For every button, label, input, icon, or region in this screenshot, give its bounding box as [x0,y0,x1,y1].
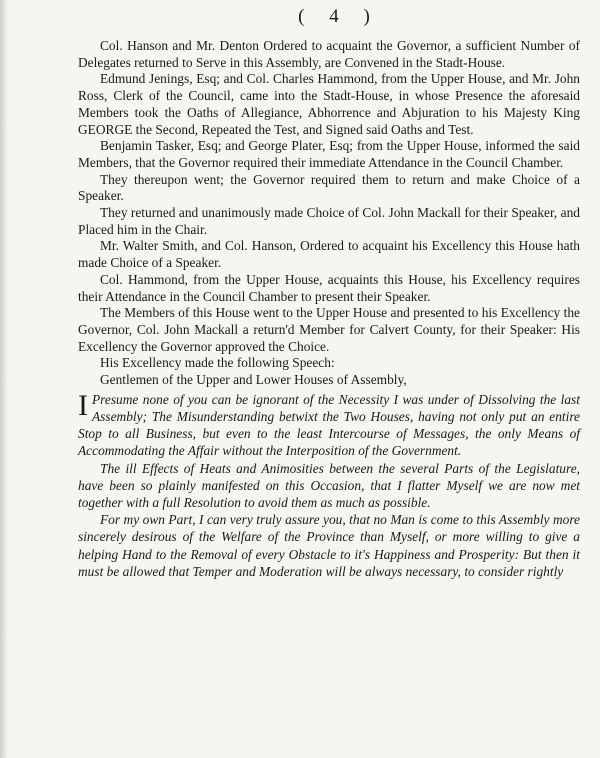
speech-body [78,388,580,580]
paragraph-2: Edmund Jenings, Esq; and Col. Charles Hammond, from the Upper House, and Mr. John Ross, Clerk of the Council, came into the Stadt-House, in whose Presence the aforesaid Members took the Oaths of Allegiance, Abhorrence and Abjuration to his Majesty King GEORGE the Second, Repeated the Test, and Signed said Oaths and Test. [78,71,580,137]
speech-dropcap: I [78,388,88,422]
paragraph-5: They returned and unanimously made Choice of Col. John Mackall for their Speaker, and Placed him in the Chair. [78,205,580,237]
paragraph-3: Benjamin Tasker, Esq; and George Plater, Esq; from the Upper House, informed the said Members, that the Governor required their immediate Attendance in the Council Chamber. [78,138,580,170]
speech-paragraph-1 [78,388,580,460]
speech-paragraph-3: For my own Part, I can very truly assure you, that no Man is come to this Assembly more sincerely desirous of the Welfare of the Province than Myself, or more willing to give a helping Hand to the Removal of every Obstacle to it's Happiness and Prosperity: But then it must be allowed that Temper and Moderation will be always necessary, to consider rightly [78,512,580,579]
paragraph-7: Col. Hammond, from the Upper House, acquaints this House, his Excellency requires their Attendance in the Council Chamber to present their Speaker. [78,271,580,304]
speech-paragraph-1-text: Presume none of you can be ignorant of the Necessity I was under of Dissolving the last Assembly; The Misunderstanding betwixt the Two Houses, having not only put an entire Stop to all Business, but even to the least Intercourse of Messages, the only Means of Accommodating the Affair without the Interposition of the Government. [78,391,580,459]
speech-intro: His Excellency made the following Speech: [100,355,335,371]
speech-paragraph-2: The ill Effects of Heats and Animosities between the several Parts of the Legislature, have been so plainly manifested on this Occasion, that I flatter Myself we are now met together with a full Resolution to avoid them as much as possible. [78,460,580,510]
page-gutter-shadow [0,0,8,758]
paragraph-8: The Members of this House went to the Upper House and presented to his Excellency the Governor, Col. John Mackall a return'd Member for Calvert County, for their Speaker: His Excellency the Governor approved the Choice. [78,305,580,354]
paragraph-6: Mr. Walter Smith, and Col. Hanson, Ordered to acquaint his Excellency this House hath made Choice of a Speaker. [78,238,580,271]
paragraph-4: They thereupon went; the Governor required them to return and make Choice of a Speaker. [78,171,580,204]
paragraph-1: Col. Hanson and Mr. Denton Ordered to acquaint the Governor, a sufficient Number of Delegates returned to Serve in this Assembly, are Convened in the Stadt-House. [78,38,580,70]
page-number: ( 4 ) [298,6,380,27]
speech-salutation: Gentlemen of the Upper and Lower Houses of Assembly, [100,372,407,388]
